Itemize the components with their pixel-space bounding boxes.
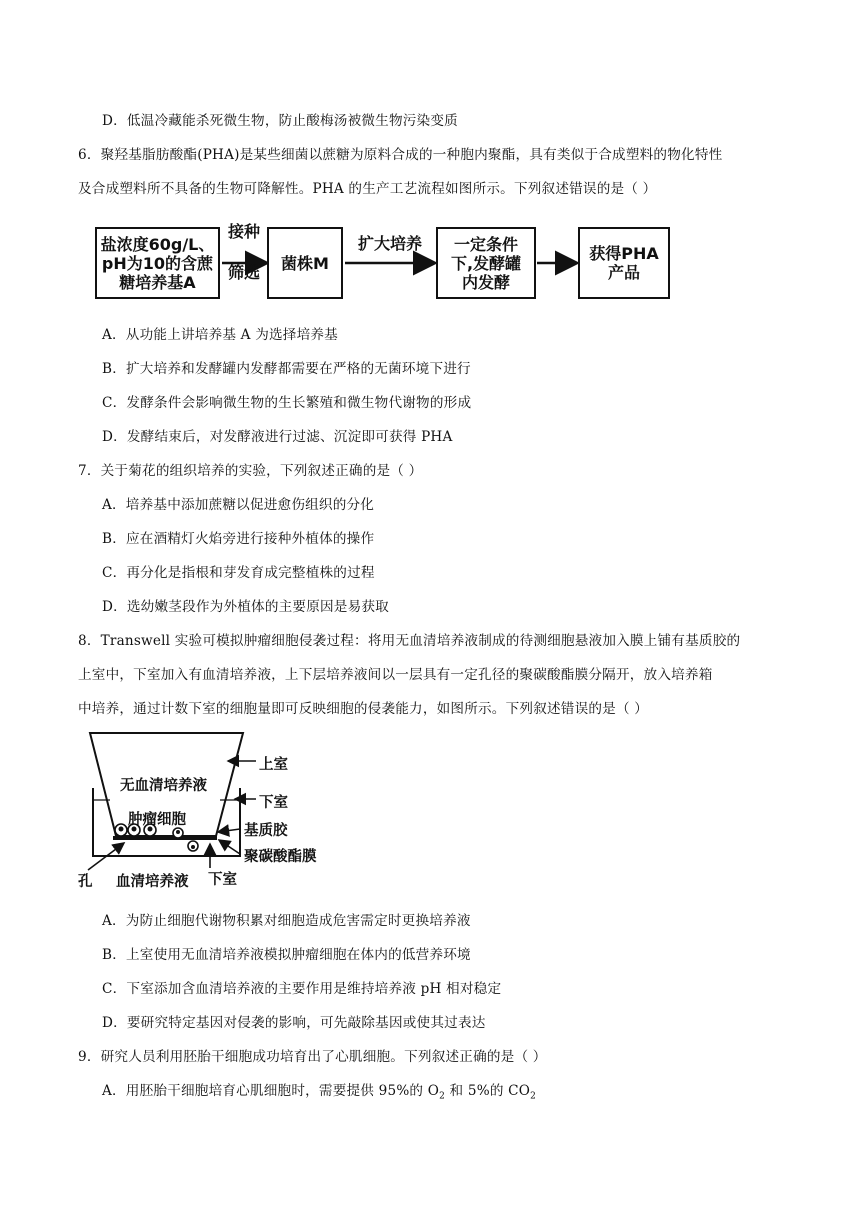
q6-option-a: A．从功能上讲培养基 A 为选择培养基 <box>102 327 338 343</box>
q9-stem: 9．研究人员利用胚胎干细胞成功培育出了心肌细胞。下列叙述正确的是（ ） <box>78 1049 547 1065</box>
q9-option-a <box>102 1082 536 1106</box>
label-lower-chamber-bottom: 下室 <box>208 872 237 888</box>
label-pore: 孔 <box>78 874 93 890</box>
arrow2-label <box>347 233 433 254</box>
polycarbonate-membrane <box>113 836 217 840</box>
arrow1-label <box>223 221 265 283</box>
pha-flowchart <box>95 223 675 303</box>
flow-box1-line2: pH为10的含蔗 <box>101 253 214 273</box>
flow-box4-line2: 产品 <box>607 263 640 282</box>
transwell-diagram <box>78 728 348 890</box>
q6-option-c: C．发酵条件会影响微生物的生长繁殖和微生物代谢物的形成 <box>102 395 472 411</box>
q6-option-d: D．发酵结束后，对发酵液进行过滤、沉淀即可获得 PHA <box>102 429 453 445</box>
flow-box3-line3: 内发酵 <box>461 272 510 292</box>
flow-box-pha-product <box>578 227 670 299</box>
q8-stem-line3: 中培养，通过计数下室的细胞量即可反映细胞的侵袭能力，如图所示。下列叙述错误的是（ ） <box>78 701 649 717</box>
q5-option-d: D．低温冷藏能杀死微生物，防止酸梅汤被微生物污染变质 <box>102 113 458 129</box>
arrow2-label-line1: 扩大培养 <box>357 234 422 253</box>
q9-option-a-part2: 和 5%的 CO <box>445 1083 531 1099</box>
q7-stem: 7．关于菊花的组织培养的实验，下列叙述正确的是（ ） <box>78 463 423 479</box>
q6-stem-line1: 6．聚羟基脂肪酸酯(PHA)是某些细菌以蔗糖为原料合成的一种胞内聚酯，具有类似于合成塑料的物化特性 <box>78 147 723 163</box>
label-serum-medium: 血清培养液 <box>116 874 189 890</box>
label-upper-medium: 无血清培养液 <box>120 778 207 794</box>
label-tumor-cells: 肿瘤细胞 <box>128 812 186 828</box>
flow-box1-line3: 糖培养基A <box>119 272 196 292</box>
label-upper-chamber: 上室 <box>259 757 288 773</box>
arrow1-label-line2: 筛选 <box>227 263 260 282</box>
q6-option-b: B．扩大培养和发酵罐内发酵都需要在严格的无菌环境下进行 <box>102 361 471 377</box>
flow-box1-line1: 盐浓度60g/L、 <box>100 234 215 254</box>
q8-option-c: C．下室添加含血清培养液的主要作用是维持培养液 pH 相对稳定 <box>102 981 502 997</box>
label-membrane: 聚碳酸酯膜 <box>244 849 317 865</box>
flow-box-medium-a <box>95 227 220 299</box>
arrow1-label-line1: 接种 <box>227 222 260 241</box>
label-matrigel: 基质胶 <box>244 823 288 839</box>
label-lower-chamber-top: 下室 <box>259 795 288 811</box>
q7-option-d: D．选幼嫩茎段作为外植体的主要原因是易获取 <box>102 599 389 615</box>
q9-option-a-sub1: 2 <box>439 1091 446 1102</box>
flow-box3-line2: 下,发酵罐 <box>450 253 522 273</box>
q8-stem-line2: 上室中，下室加入有血清培养液，上下层培养液间以一层具有一定孔径的聚碳酸酯膜分隔开，放入培养箱 <box>78 667 713 683</box>
q6-stem-line2: 及合成塑料所不具备的生物可降解性。PHA 的生产工艺流程如图所示。下列叙述错误的是（ ） <box>78 181 657 197</box>
q9-option-a-sub2: 2 <box>530 1091 537 1102</box>
flow-box-strain-m <box>267 227 343 299</box>
q7-option-b: B．应在酒精灯火焰旁进行接种外植体的操作 <box>102 531 375 547</box>
flow-box2-line1: 菌株M <box>281 253 329 273</box>
q7-option-c: C．再分化是指根和芽发育成完整植株的过程 <box>102 565 375 581</box>
flow-box3-line1: 一定条件 <box>453 234 518 254</box>
q9-option-a-part1: A．用胚胎干细胞培育心肌细胞时，需要提供 95%的 O <box>102 1083 440 1099</box>
flow-box4-line1: 获得PHA <box>589 244 659 263</box>
q8-option-d: D．要研究特定基因对侵袭的影响，可先敲除基因或使其过表达 <box>102 1015 486 1031</box>
flow-box-fermentation <box>436 227 536 299</box>
q7-option-a: A．培养基中添加蔗糖以促进愈伤组织的分化 <box>102 497 375 513</box>
q8-option-a: A．为防止细胞代谢物积累对细胞造成危害需定时更换培养液 <box>102 913 471 929</box>
q8-option-b: B．上室使用无血清培养液模拟肿瘤细胞在体内的低营养环境 <box>102 947 471 963</box>
q8-stem-line1: 8．Transwell 实验可模拟肿瘤细胞侵袭过程：将用无血清培养液制成的待测细胞悬液加入膜上铺有基质胶的 <box>78 633 741 649</box>
